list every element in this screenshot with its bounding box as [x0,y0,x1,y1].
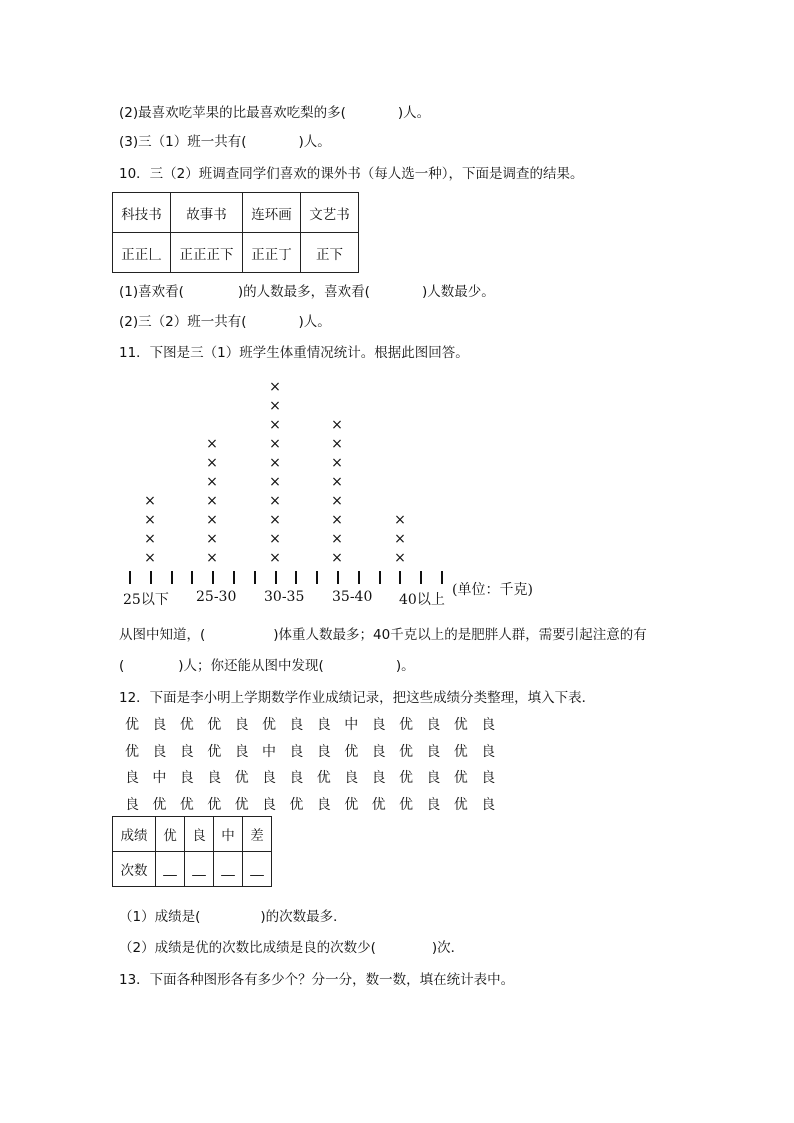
grade-count-table [112,816,272,887]
grade-entry: 良 [481,717,496,733]
grade-entry: 优 [289,796,304,813]
cross-mark: × [394,550,406,566]
cross-mark: × [269,493,281,509]
cross-mark: × [331,436,343,452]
tally-cell: 正正𠃊 [113,233,171,273]
cross-mark: × [206,455,218,471]
grade-entry: 优 [399,717,413,733]
tally-cell: 正正正下 [171,233,243,273]
grade-entry: 良 [152,743,167,760]
grade-entry: 优 [399,796,413,813]
q9-line2: (2)最喜欢吃苹果的比最喜欢吃梨的多( )人。 [119,105,431,121]
grade-entry: 良 [481,743,496,760]
q12-intro: 12．下面是李小明上学期数学作业成绩记录，把这些成绩分类整理，填入下表． [119,690,596,706]
cross-mark: × [206,493,218,509]
cross-mark: × [269,512,281,528]
q9-line3: (3)三（1）班一共有( )人。 [119,134,331,150]
q12-question2: （2）成绩是优的次数比成绩是良的次数少( )次． [119,940,465,956]
grade-entry: 优 [179,796,194,813]
axis-tick [399,571,401,584]
axis-tick [316,571,318,584]
cross-mark: × [269,474,281,490]
grade-entry: 良 [207,770,222,786]
cross-mark: × [144,531,156,547]
axis-tick [337,571,339,584]
q11-text2: ( )人；你还能从图中发现( )。 [119,658,415,674]
row-label: 成绩 [113,817,156,852]
q12-question1: （1）成绩是( )的次数最多． [119,909,347,925]
cross-mark: × [394,512,406,528]
axis-tick [191,571,193,584]
grade-entry: 优 [152,796,167,813]
category-label: 25-30 [196,589,237,605]
grade-entry: 优 [316,770,331,786]
category-label: 35-40 [332,589,373,605]
axis-tick [441,571,443,584]
grade-entry: 良 [426,770,441,786]
cross-mark: × [206,531,218,547]
cross-mark: × [144,550,156,566]
axis-tick [379,571,381,584]
cross-mark: × [331,474,343,490]
axis-tick [212,571,214,584]
axis-tick [275,571,277,584]
grade-entry: 良 [152,717,167,733]
count-cell[interactable]: __ [185,852,214,887]
cross-mark: × [206,550,218,566]
grade-entry: 中 [152,770,167,786]
grade-entry: 良 [289,770,304,786]
tally-cell: 正正丁 [243,233,301,273]
category-label: 25以下 [123,592,169,608]
book-survey-table [112,192,359,273]
cross-mark: × [269,398,281,414]
grade-entry: 良 [371,743,386,760]
cross-mark: × [269,417,281,433]
grade-entry: 优 [344,796,359,813]
grade-entry: 良 [234,717,249,733]
grade-entry: 良 [316,717,331,733]
q10-intro: 10．三（2）班调查同学们喜欢的课外书（每人选一种），下面是调查的结果。 [119,166,584,182]
cross-mark: × [144,512,156,528]
grade-header: 良 [185,817,214,852]
grade-entry: 良 [289,743,304,760]
axis-tick [420,571,422,584]
cross-mark: × [269,550,281,566]
grade-entry: 优 [207,743,222,760]
category-label: 40以上 [399,592,445,608]
grade-entry: 良 [316,743,331,760]
header-cell: 科技书 [113,193,171,233]
grade-entry: 良 [289,717,304,733]
grade-entry: 优 [399,743,413,760]
grade-entry: 良 [179,770,194,786]
cross-mark: × [206,436,218,452]
grade-entry: 优 [207,796,222,813]
cross-mark: × [331,417,343,433]
category-label: 30-35 [264,589,305,605]
cross-mark: × [206,512,218,528]
cross-mark: × [331,531,343,547]
row-label: 次数 [113,852,156,887]
grade-entry: 优 [453,770,468,786]
axis-tick [254,571,256,584]
grade-header: 优 [156,817,185,852]
cross-mark: × [269,455,281,471]
cross-mark: × [331,493,343,509]
grade-entry: 良 [371,717,386,733]
cross-mark: × [269,531,281,547]
grade-entry: 优 [344,743,359,760]
grade-entry: 良 [371,770,386,786]
grade-entry: 良 [481,796,496,813]
count-cell[interactable]: __ [214,852,243,887]
grade-entry: 良 [262,796,276,813]
tally-cell: 正下 [301,233,359,273]
grade-entry: 优 [234,796,249,813]
axis-tick [233,571,235,584]
axis-tick [129,571,131,584]
header-cell: 故事书 [171,193,243,233]
header-cell: 文艺书 [301,193,359,233]
grade-entry: 优 [125,717,139,733]
cross-mark: × [144,493,156,509]
grade-entry: 良 [426,717,441,733]
q10-question2: (2)三（2）班一共有( )人。 [119,314,331,330]
cross-mark: × [331,455,343,471]
q11-text1: 从图中知道，( )体重人数最多；40千克以上的是肥胖人群，需要引起注意的有 [119,627,647,643]
cross-mark: × [331,512,343,528]
grade-entry: 良 [316,796,331,813]
grade-entry: 良 [481,770,496,786]
grade-entry: 优 [399,770,413,786]
axis-tick [171,571,173,584]
count-cell[interactable]: __ [156,852,185,887]
axis-tick [358,571,360,584]
cross-mark: × [269,379,281,395]
grade-entry: 优 [262,717,276,733]
grade-entry: 优 [207,717,222,733]
header-cell: 连环画 [243,193,301,233]
grade-entry: 良 [262,770,276,786]
q13-intro: 13．下面各种图形各有多少个？分一分，数一数，填在统计表中。 [119,972,515,988]
grade-entry: 优 [453,717,468,733]
axis-tick [295,571,297,584]
grade-entry: 中 [344,717,359,733]
grade-entry: 良 [125,796,139,813]
grade-entry: 良 [344,770,359,786]
q10-question1: (1)喜欢看( )的人数最多，喜欢看( )人数最少。 [119,284,495,300]
cross-mark: × [269,436,281,452]
cross-mark: × [331,550,343,566]
q11-intro: 11．下图是三（1）班学生体重情况统计。根据此图回答。 [119,345,469,361]
axis-tick [150,571,152,584]
grade-entry: 良 [426,796,441,813]
count-cell[interactable]: __ [243,852,272,887]
unit-label: (单位：千克) [452,582,533,598]
grade-header: 差 [243,817,272,852]
grade-entry: 中 [262,743,276,760]
grade-entry: 良 [426,743,441,760]
grade-entry: 优 [179,717,194,733]
grade-entry: 优 [234,770,249,786]
cross-mark: × [394,531,406,547]
grade-entry: 良 [179,743,194,760]
grade-header: 中 [214,817,243,852]
grade-entry: 优 [453,796,468,813]
grade-entry: 良 [234,743,249,760]
cross-mark: × [206,474,218,490]
grade-entry: 优 [371,796,386,813]
grade-entry: 优 [453,743,468,760]
grade-entry: 良 [125,770,139,786]
grade-entry: 优 [125,743,139,760]
